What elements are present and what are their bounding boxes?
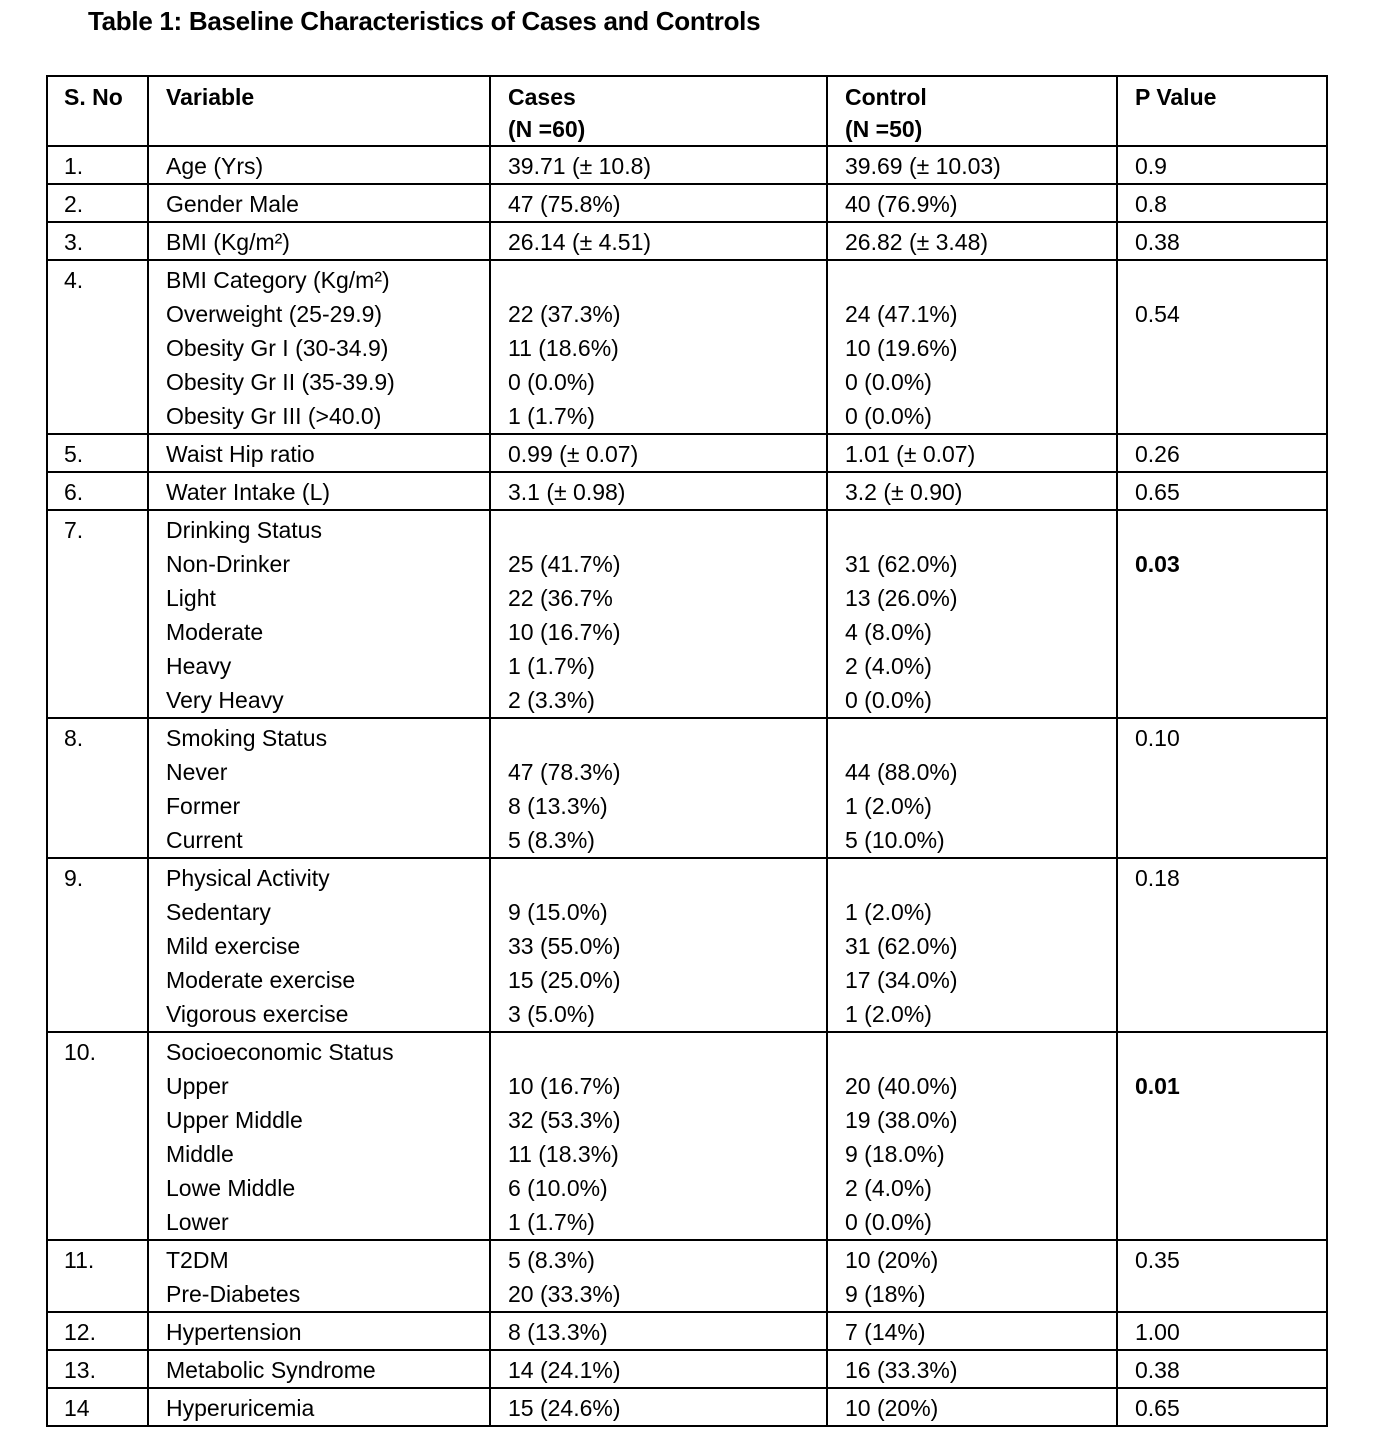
cell-text: 0.18 <box>1135 865 1180 891</box>
cell-text: Metabolic Syndrome <box>166 1357 376 1383</box>
cases-cell <box>490 510 827 718</box>
cell-text: 3 (5.0%) <box>508 1001 595 1027</box>
cell-text: Very Heavy <box>166 687 284 713</box>
cases-cell <box>490 184 827 222</box>
cases-cell <box>490 1388 827 1426</box>
cases-cell <box>490 1312 827 1350</box>
p-value-cell <box>1117 472 1327 510</box>
cell-text: 26.14 (± 4.51) <box>508 229 652 255</box>
cell-text: 8. <box>64 725 84 751</box>
cell-text: 1 (1.7%) <box>508 1209 595 1235</box>
cell-text: 0.8 <box>1135 191 1167 217</box>
sno-cell <box>47 472 148 510</box>
variable-cell <box>148 184 490 222</box>
cell-text: 15 (25.0%) <box>508 967 621 993</box>
cell-text: 10 (16.7%) <box>508 619 621 645</box>
control-cell <box>827 1388 1117 1426</box>
cell-text: 0.03 <box>1135 551 1180 577</box>
cell-text: 10 (16.7%) <box>508 1073 621 1099</box>
p-value-cell <box>1117 1350 1327 1388</box>
control-cell <box>827 146 1117 184</box>
control-cell <box>827 222 1117 260</box>
cell-text: 0 (0.0%) <box>845 1209 932 1235</box>
cell-text: Hypertension <box>166 1319 302 1345</box>
cell-text: BMI Category (Kg/m²) <box>166 267 390 293</box>
variable-cell <box>148 472 490 510</box>
variable-cell <box>148 146 490 184</box>
cases-cell <box>490 718 827 858</box>
cell-text: 26.82 (± 3.48) <box>845 229 989 255</box>
cell-text: 1 (2.0%) <box>845 793 932 819</box>
cell-text: Never <box>166 759 228 785</box>
cases-cell <box>490 1032 827 1240</box>
control-cell <box>827 260 1117 434</box>
cell-text: 11 (18.6%) <box>508 335 619 361</box>
cell-text: 17 (34.0%) <box>845 967 958 993</box>
cell-text: 9. <box>64 865 84 891</box>
sno-cell <box>47 858 148 1032</box>
table-row <box>47 260 1327 434</box>
cases-cell <box>490 472 827 510</box>
cell-text: 22 (36.7% <box>508 585 613 611</box>
table-row <box>47 1312 1327 1350</box>
cell-text: Current <box>166 827 243 853</box>
cell-text: 0.01 <box>1135 1073 1180 1099</box>
cell-text: 13. <box>64 1357 96 1383</box>
cell-text: Obesity Gr II (35-39.9) <box>166 369 395 395</box>
cell-text: T2DM <box>166 1247 229 1273</box>
sno-cell <box>47 718 148 858</box>
cases-cell <box>490 146 827 184</box>
cell-text <box>845 721 1116 755</box>
p-value-cell <box>1117 260 1327 434</box>
control-cell <box>827 1312 1117 1350</box>
cell-text: Gender Male <box>166 191 299 217</box>
cell-text: 39.71 (± 10.8) <box>508 153 652 179</box>
cell-text: Age (Yrs) <box>166 153 264 179</box>
cell-text: 0 (0.0%) <box>845 403 932 429</box>
cell-text <box>845 263 1116 297</box>
cell-text <box>508 263 826 297</box>
cell-text: 2 (4.0%) <box>845 653 932 679</box>
cell-text: 10 (20%) <box>845 1247 939 1273</box>
cell-text: 1 (2.0%) <box>845 899 932 925</box>
cell-text: 0.26 <box>1135 441 1180 467</box>
cell-text: Physical Activity <box>166 865 330 891</box>
cell-text: Moderate exercise <box>166 967 356 993</box>
header-text: (N =50) <box>845 116 923 142</box>
variable-cell <box>148 718 490 858</box>
table-row <box>47 184 1327 222</box>
cases-cell <box>490 858 827 1032</box>
table-row <box>47 1350 1327 1388</box>
cell-text: 0.99 (± 0.07) <box>508 441 639 467</box>
table-row <box>47 1240 1327 1312</box>
cell-text: 40 (76.9%) <box>845 191 958 217</box>
cell-text: Former <box>166 793 241 819</box>
cases-cell <box>490 1240 827 1312</box>
table-body <box>47 76 1327 1426</box>
cell-text: 9 (18.0%) <box>845 1141 945 1167</box>
cell-text: 10 (19.6%) <box>845 335 958 361</box>
cell-text: 6 (10.0%) <box>508 1175 608 1201</box>
header-text: Control <box>845 84 927 110</box>
cell-text: 14 <box>64 1395 90 1421</box>
cell-text: Obesity Gr I (30-34.9) <box>166 335 389 361</box>
cell-text: Heavy <box>166 653 232 679</box>
cell-text: 11 (18.3%) <box>508 1141 619 1167</box>
cell-text: 5 (8.3%) <box>508 827 595 853</box>
cell-text: 0 (0.0%) <box>845 369 932 395</box>
cell-text: 31 (62.0%) <box>845 551 958 577</box>
cell-text: 1.00 <box>1135 1319 1180 1345</box>
cell-text: Smoking Status <box>166 725 328 751</box>
cell-text: 1. <box>64 153 84 179</box>
cell-text: 9 (18%) <box>845 1281 926 1307</box>
header-text: Variable <box>166 84 255 110</box>
cell-text: 0 (0.0%) <box>845 687 932 713</box>
cell-text: 5. <box>64 441 84 467</box>
table-row <box>47 434 1327 472</box>
variable-cell <box>148 1350 490 1388</box>
cell-text: 11. <box>64 1247 95 1273</box>
cell-text: 3.1 (± 0.98) <box>508 479 626 505</box>
cell-text: 0.10 <box>1135 725 1180 751</box>
cell-text: 22 (37.3%) <box>508 301 621 327</box>
variable-cell <box>148 1388 490 1426</box>
cell-text: 20 (33.3%) <box>508 1281 621 1307</box>
control-cell <box>827 1240 1117 1312</box>
control-cell <box>827 510 1117 718</box>
p-value-cell <box>1117 434 1327 472</box>
cell-text: Middle <box>166 1141 234 1167</box>
variable-cell <box>148 858 490 1032</box>
cell-text: 3. <box>64 229 84 255</box>
control-header <box>827 76 1117 146</box>
cell-text: 0.35 <box>1135 1247 1180 1273</box>
cell-text: 13 (26.0%) <box>845 585 958 611</box>
cell-text: 24 (47.1%) <box>845 301 958 327</box>
table-row <box>47 510 1327 718</box>
control-cell <box>827 718 1117 858</box>
cell-text: 2 (3.3%) <box>508 687 595 713</box>
table-row <box>47 222 1327 260</box>
variable-cell <box>148 1032 490 1240</box>
cell-text: Socioeconomic Status <box>166 1039 394 1065</box>
variable-cell <box>148 1312 490 1350</box>
cell-text: Obesity Gr III (>40.0) <box>166 403 382 429</box>
variable-header <box>148 76 490 146</box>
cell-text: 0.9 <box>1135 153 1167 179</box>
cell-text <box>845 861 1116 895</box>
cell-text: 3.2 (± 0.90) <box>845 479 963 505</box>
cell-text: 44 (88.0%) <box>845 759 958 785</box>
cell-text <box>1135 513 1326 547</box>
cell-text: 32 (53.3%) <box>508 1107 621 1133</box>
cell-text: 47 (75.8%) <box>508 191 621 217</box>
cell-text: 25 (41.7%) <box>508 551 621 577</box>
cell-text: 0.65 <box>1135 479 1180 505</box>
table-row <box>47 146 1327 184</box>
sno-cell <box>47 1312 148 1350</box>
table-row <box>47 858 1327 1032</box>
cases-cell <box>490 260 827 434</box>
control-cell <box>827 1350 1117 1388</box>
header-text: S. No <box>64 84 123 110</box>
cell-text <box>1135 1035 1326 1069</box>
cell-text: BMI (Kg/m²) <box>166 229 290 255</box>
header-text: P Value <box>1135 84 1217 110</box>
cell-text: Mild exercise <box>166 933 301 959</box>
cell-text: 1 (2.0%) <box>845 1001 932 1027</box>
cell-text: Upper <box>166 1073 229 1099</box>
p-value-cell <box>1117 510 1327 718</box>
cell-text <box>508 861 826 895</box>
variable-cell <box>148 222 490 260</box>
control-cell <box>827 472 1117 510</box>
cell-text: Non-Drinker <box>166 551 290 577</box>
cell-text: 14 (24.1%) <box>508 1357 621 1383</box>
sno-cell <box>47 1350 148 1388</box>
control-cell <box>827 184 1117 222</box>
cell-text: 10. <box>64 1039 96 1065</box>
cell-text: 39.69 (± 10.03) <box>845 153 1001 179</box>
cell-text: 15 (24.6%) <box>508 1395 621 1421</box>
cell-text: 2. <box>64 191 84 217</box>
sno-cell <box>47 222 148 260</box>
cases-header <box>490 76 827 146</box>
cases-cell <box>490 1350 827 1388</box>
cell-text <box>845 1035 1116 1069</box>
cell-text: 47 (78.3%) <box>508 759 621 785</box>
header-row <box>47 76 1327 146</box>
cell-text: Sedentary <box>166 899 271 925</box>
cell-text: Upper Middle <box>166 1107 303 1133</box>
cell-text: Light <box>166 585 216 611</box>
cell-text: Drinking Status <box>166 517 322 543</box>
p-value-cell <box>1117 1032 1327 1240</box>
cell-text: 5 (10.0%) <box>845 827 945 853</box>
cell-text: 0.38 <box>1135 229 1180 255</box>
sno-cell <box>47 1032 148 1240</box>
cell-text: Waist Hip ratio <box>166 441 315 467</box>
cell-text: Overweight (25-29.9) <box>166 301 383 327</box>
variable-cell <box>148 434 490 472</box>
p-value-cell <box>1117 1240 1327 1312</box>
cell-text: 31 (62.0%) <box>845 933 958 959</box>
header-text: (N =60) <box>508 116 586 142</box>
cell-text: Hyperuricemia <box>166 1395 315 1421</box>
cell-text: Pre-Diabetes <box>166 1281 301 1307</box>
p-value-header <box>1117 76 1327 146</box>
header-text: Cases <box>508 84 576 110</box>
sno-header <box>47 76 148 146</box>
table-row <box>47 718 1327 858</box>
cell-text: Vigorous exercise <box>166 1001 349 1027</box>
cell-text: 8 (13.3%) <box>508 793 608 819</box>
control-cell <box>827 434 1117 472</box>
p-value-cell <box>1117 718 1327 858</box>
cases-cell <box>490 222 827 260</box>
cell-text: 20 (40.0%) <box>845 1073 958 1099</box>
cell-text: 4. <box>64 267 84 293</box>
cell-text: Lowe Middle <box>166 1175 296 1201</box>
sno-cell <box>47 184 148 222</box>
p-value-cell <box>1117 1388 1327 1426</box>
table-row <box>47 1388 1327 1426</box>
cell-text <box>508 1035 826 1069</box>
cell-text: 9 (15.0%) <box>508 899 608 925</box>
control-cell <box>827 858 1117 1032</box>
baseline-characteristics-table <box>46 75 1328 1427</box>
cell-text: 0.38 <box>1135 1357 1180 1383</box>
cases-cell <box>490 434 827 472</box>
cell-text <box>845 513 1116 547</box>
cell-text: 4 (8.0%) <box>845 619 932 645</box>
variable-cell <box>148 260 490 434</box>
p-value-cell <box>1117 858 1327 1032</box>
cell-text: 6. <box>64 479 84 505</box>
sno-cell <box>47 510 148 718</box>
sno-cell <box>47 260 148 434</box>
cell-text: 7. <box>64 517 84 543</box>
cell-text: 0 (0.0%) <box>508 369 595 395</box>
cell-text: 7 (14%) <box>845 1319 926 1345</box>
cell-text: Moderate <box>166 619 264 645</box>
sno-cell <box>47 1388 148 1426</box>
cell-text <box>1135 263 1326 297</box>
table-title: Table 1: Baseline Characteristics of Cases and Controls <box>88 6 761 36</box>
cell-text: 2 (4.0%) <box>845 1175 932 1201</box>
cell-text: 19 (38.0%) <box>845 1107 958 1133</box>
p-value-cell <box>1117 146 1327 184</box>
cell-text <box>508 721 826 755</box>
sno-cell <box>47 146 148 184</box>
cell-text: 0.65 <box>1135 1395 1180 1421</box>
p-value-cell <box>1117 184 1327 222</box>
p-value-cell <box>1117 222 1327 260</box>
sno-cell <box>47 434 148 472</box>
cell-text: 5 (8.3%) <box>508 1247 595 1273</box>
cell-text: 10 (20%) <box>845 1395 939 1421</box>
cell-text: 16 (33.3%) <box>845 1357 958 1383</box>
sno-cell <box>47 1240 148 1312</box>
control-cell <box>827 1032 1117 1240</box>
cell-text: Water Intake (L) <box>166 479 331 505</box>
table-row <box>47 472 1327 510</box>
cell-text <box>508 513 826 547</box>
cell-text: 1 (1.7%) <box>508 653 595 679</box>
cell-text: 33 (55.0%) <box>508 933 621 959</box>
cell-text: 0.54 <box>1135 301 1180 327</box>
cell-text: Lower <box>166 1209 229 1235</box>
table-row <box>47 1032 1327 1240</box>
variable-cell <box>148 1240 490 1312</box>
p-value-cell <box>1117 1312 1327 1350</box>
cell-text: 1.01 (± 0.07) <box>845 441 976 467</box>
variable-cell <box>148 510 490 718</box>
cell-text: 12. <box>64 1319 96 1345</box>
cell-text: 1 (1.7%) <box>508 403 595 429</box>
cell-text: 8 (13.3%) <box>508 1319 608 1345</box>
